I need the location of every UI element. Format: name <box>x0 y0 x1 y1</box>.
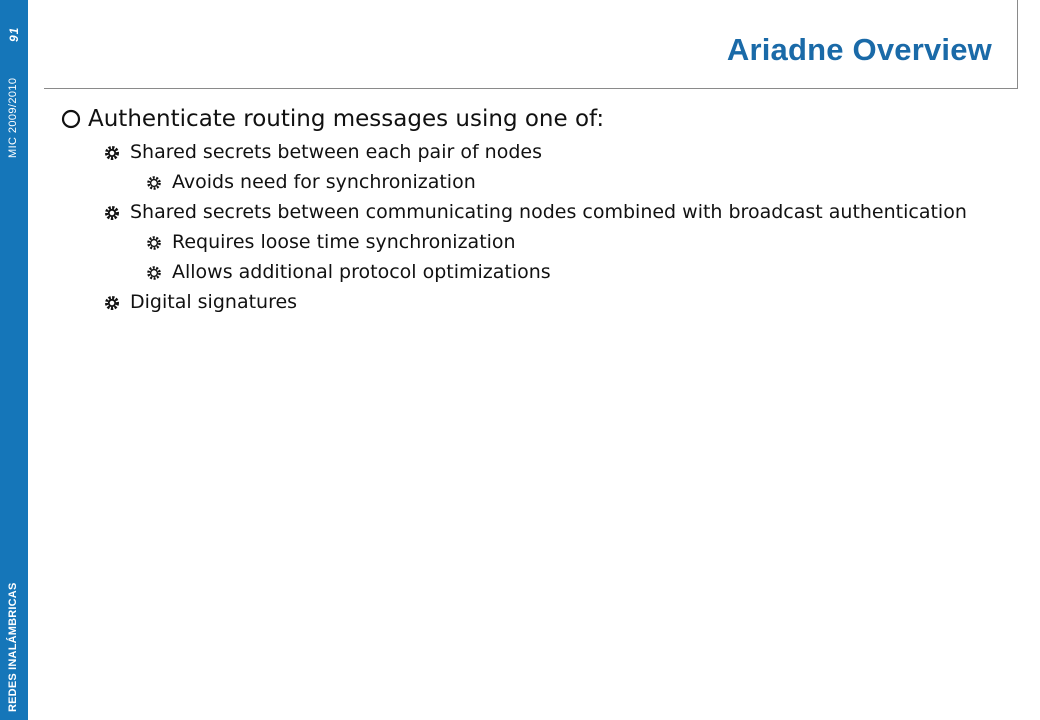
option-text: Digital signatures <box>130 291 298 313</box>
small-gear-bullet-icon <box>146 175 162 191</box>
slide-body <box>60 104 990 320</box>
option-note <box>146 260 990 284</box>
gear-bullet-icon <box>104 145 120 161</box>
circle-bullet-icon <box>60 108 82 130</box>
option-text: Shared secrets between communicating nodes combined with broadcast authentication <box>130 201 967 223</box>
main-bullet-text: Authenticate routing messages using one of: <box>88 106 605 132</box>
sidebar-band <box>0 0 28 720</box>
main-bullet <box>60 104 990 134</box>
header-divider <box>44 88 1018 89</box>
option-note <box>146 230 990 254</box>
gear-bullet-icon <box>104 295 120 311</box>
subject-label: REDES INALÁMBRICAS <box>7 582 19 712</box>
small-gear-bullet-icon <box>146 265 162 281</box>
course-label: MIC 2009/2010 <box>7 77 19 158</box>
option-note <box>146 170 990 194</box>
gear-bullet-icon <box>104 205 120 221</box>
slide-title: Ariadne Overview <box>726 32 992 67</box>
option-note-text: Avoids need for synchronization <box>172 171 476 193</box>
option-item <box>104 290 990 314</box>
option-item <box>104 140 990 164</box>
option-note-text: Allows additional protocol optimizations <box>172 261 551 283</box>
small-gear-bullet-icon <box>146 235 162 251</box>
option-text: Shared secrets between each pair of nodes <box>130 141 542 163</box>
header-corner-rule <box>1017 0 1018 89</box>
option-note-text: Requires loose time synchronization <box>172 231 516 253</box>
page-number: 91 <box>7 26 21 42</box>
option-item <box>104 200 990 224</box>
